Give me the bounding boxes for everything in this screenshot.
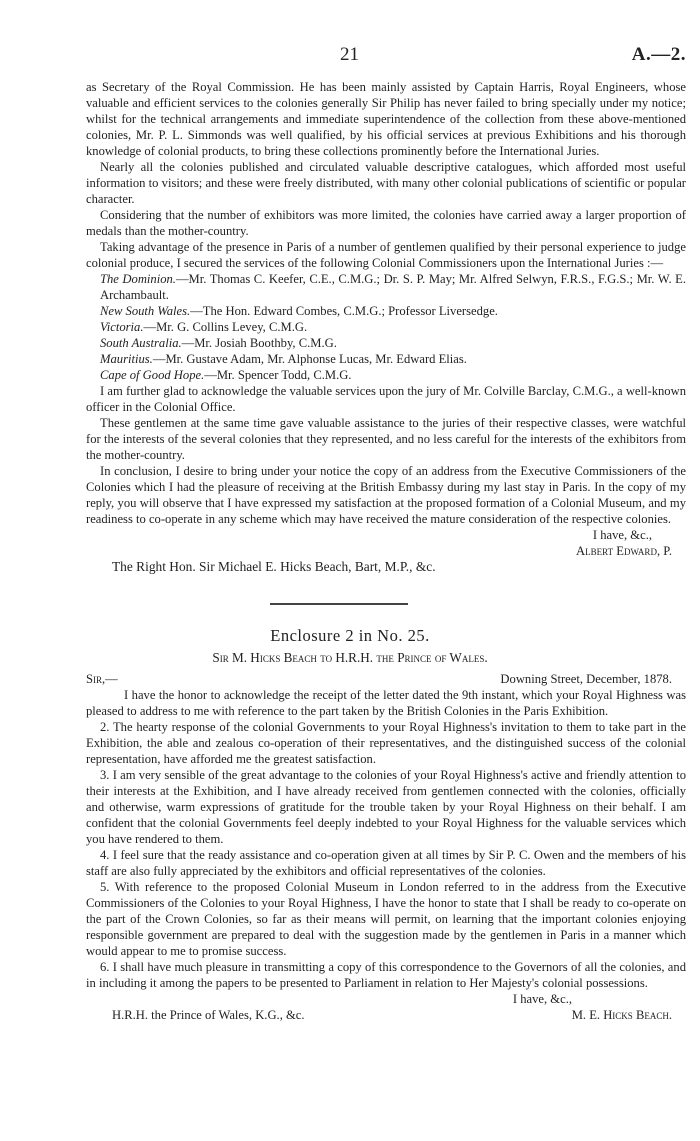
salutation-line	[86, 671, 686, 687]
section-divider	[270, 603, 408, 605]
commissioner-entry	[86, 367, 686, 383]
enclosure-signature: M. E. Hicks Beach.	[571, 1008, 672, 1022]
enclosure-paragraph: I have the honor to acknowledge the receipt of the letter dated the 9th instant, which your Royal Highness was pleased to address to me with reference to the part taken by the British Colonies in the Paris Exhibition.	[86, 688, 686, 718]
enclosure-paragraph: 5. With reference to the proposed Colonial Museum in London referred to in the address from the Executive Commissioners of the Colonies to your Royal Highness, I have the honor to state that I shall be ready to co-operate on the part of the Crown Colonies, so far as their means will permit, on learning that the important colonies enjoying responsible government are prepared to deal with the suggestion made by the gentlemen in Paris in a manner which would appear to me to promise success.	[86, 880, 686, 958]
commissioner-entry	[86, 319, 686, 335]
commissioner-entry	[86, 335, 686, 351]
colony-name: Victoria.	[100, 320, 144, 334]
commissioner-names: —Mr. Thomas C. Keefer, C.E., C.M.G.; Dr. S. P. May; Mr. Alfred Selwyn, F.R.S., F.G.S.; Mr. W. E. Archambault.	[100, 272, 686, 302]
letter-addressee: The Right Hon. Sir Michael E. Hicks Beach, Bart, M.P., &c.	[112, 559, 436, 574]
commissioner-entry	[86, 303, 686, 319]
letter-closing: I have, &c.,	[592, 528, 652, 542]
enclosure-title: Enclosure 2 in No. 25.	[270, 626, 430, 645]
closing-line	[86, 1007, 686, 1023]
letter-paragraph: Nearly all the colonies published and circulated valuable descriptive catalogues, which afforded most useful information to visitors; and these were freely distributed, with many other colonial publications of scientific or popular character.	[86, 160, 686, 206]
enclosure-paragraph: 4. I feel sure that the ready assistance and co-operation given at all times by Sir P. C. Owen and the members of his staff are also fully appreciated by the exhibitors and official representatives of the colonies.	[86, 848, 686, 878]
enclosure-recipient: to H.R.H. the Prince of Wales.	[320, 650, 488, 665]
commissioner-names: —The Hon. Edward Combes, C.M.G.; Professor Liversedge.	[190, 304, 498, 318]
enclosure-body	[86, 671, 686, 1023]
commissioner-names: —Mr. Spencer Todd, C.M.G.	[204, 368, 352, 382]
place-date: Downing Street, December, 1878.	[500, 672, 672, 686]
colony-name: Cape of Good Hope.	[100, 368, 205, 382]
enclosure-addressee: H.R.H. the Prince of Wales, K.G., &c.	[112, 1008, 305, 1022]
commissioner-entry	[86, 271, 686, 303]
colony-name: New South Wales.	[100, 304, 191, 318]
salutation: Sir,—	[86, 672, 118, 686]
letter-paragraph: These gentlemen at the same time gave valuable assistance to the juries of their respective classes, were watchful for the interests of the several colonies that they represented, and no less careful for the interests of the exhibitors from the mother-country.	[86, 416, 686, 462]
enclosure-paragraph: 6. I shall have much pleasure in transmitting a copy of this correspondence to the Governors of all the colonies, and in including it among the papers to be presented to Parliament in relation to Her Majesty's colonial possessions.	[86, 960, 686, 990]
letter-paragraph: Considering that the number of exhibitors was more limited, the colonies have carried away a larger proportion of medals than the mother-country.	[86, 208, 686, 238]
colony-name: South Australia.	[100, 336, 182, 350]
letter-paragraph: I am further glad to acknowledge the valuable services upon the jury of Mr. Colville Barclay, C.M.G., a well-known officer in the Colonial Office.	[86, 384, 686, 414]
letter-body	[86, 79, 686, 575]
enclosure-paragraph: 2. The hearty response of the colonial Governments to your Royal Highness's invitation to them to take part in the Exhibition, the able and zealous co-operation of their representatives, and the distinguished success of the colonial representation, have afforded me the greatest satisfaction.	[86, 720, 686, 766]
commissioner-names: —Mr. G. Collins Levey, C.M.G.	[143, 320, 308, 334]
letter-paragraph: as Secretary of the Royal Commission. He has been mainly assisted by Captain Harris, Royal Engineers, whose valuable and efficient services to the colonies generally Sir Philip has never failed to bring specially under my notice; whilst for the technical arrangements and immediate superintendence of the collection from these above-mentioned colonies, Mr. P. L. Simmonds was well qualified, by his official services at previous Exhibitions and his thorough knowledge of colonial products, to bring these collections prominently before the International Juries.	[86, 80, 686, 158]
enclosure-sender: Sir M. Hicks Beach	[212, 650, 317, 665]
letter-signature: Albert Edward, P.	[576, 544, 672, 558]
commissioner-names: —Mr. Josiah Boothby, C.M.G.	[181, 336, 337, 350]
page-number: 21	[340, 44, 359, 65]
enclosure-closing: I have, &c.,	[512, 992, 572, 1006]
enclosure-subtitle	[0, 650, 700, 666]
letter-paragraph: Taking advantage of the presence in Paris of a number of gentlemen qualified by their personal experience to judge colonial produce, I secured the services of the following Colonial Commissioners upon the International Juries :—	[86, 240, 686, 270]
colony-name: Mauritius.	[100, 352, 153, 366]
letter-paragraph: In conclusion, I desire to bring under your notice the copy of an address from the Executive Commissioners of the Colonies which I had the pleasure of receiving at the British Embassy during my last stay in Paris. In the copy of my reply, you will observe that I have expressed my satisfaction at the proposed formation of a Colonial Museum, and my readiness to co-operate in any scheme which may have received the mature consideration of the respective colonies.	[86, 464, 686, 526]
document-reference: A.—2.	[631, 44, 686, 65]
commissioner-names: —Mr. Gustave Adam, Mr. Alphonse Lucas, Mr. Edward Elias.	[152, 352, 467, 366]
commissioner-entry	[86, 351, 686, 367]
colony-name: The Dominion.	[100, 272, 176, 286]
enclosure-paragraph: 3. I am very sensible of the great advantage to the colonies of your Royal Highness's active and friendly attention to their interests at the Exhibition, and I have already received from gentlemen connected with the colonies, officially and otherwise, warm expressions of gratitude for the trouble taken by your Royal Highness on their behalf. I am confident that the colonial Governments feel deeply indebted to your Royal Highness for the valuable services which you have rendered to them.	[86, 768, 686, 846]
